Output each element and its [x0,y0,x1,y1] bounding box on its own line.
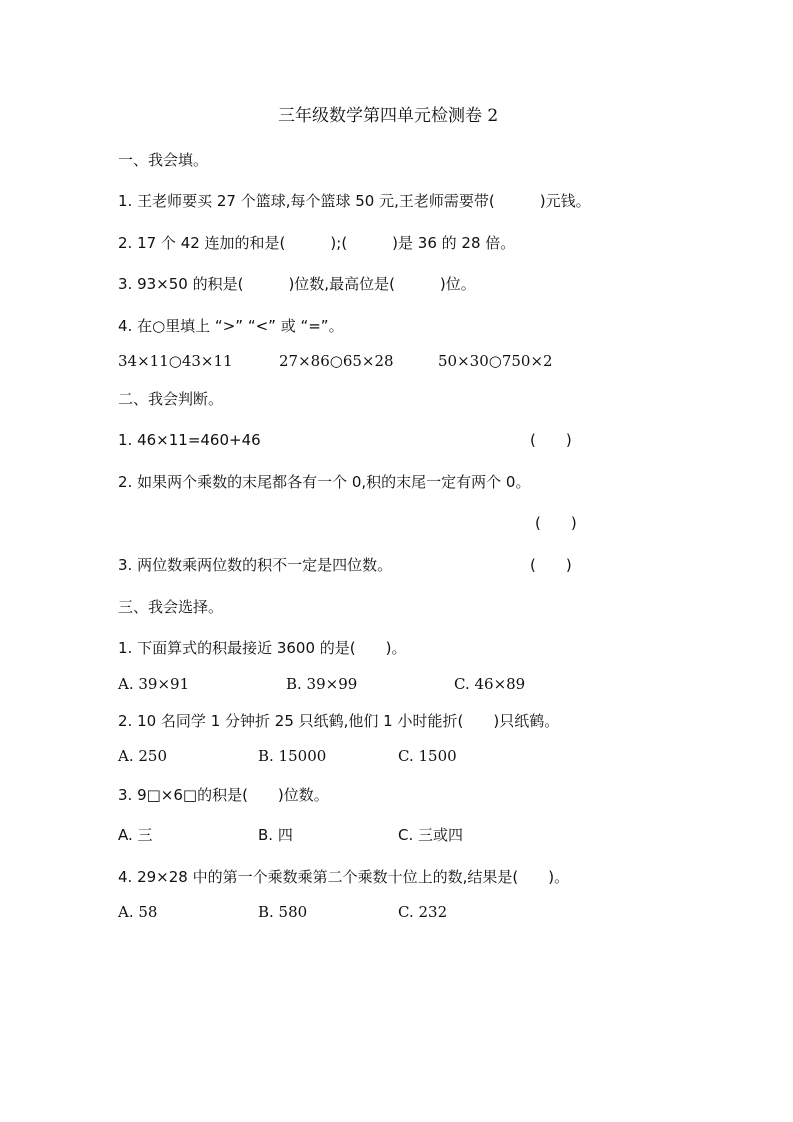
choice-question-1: 1. 下面算式的积最接近 3600 的是( )。 [118,639,407,657]
section-heading-fill: 一、我会填。 [118,151,209,169]
judge-answer-paren-1: ( ) [530,431,572,449]
choice-option: B. 15000 [258,747,327,765]
compare-item-1: 34×11○43×11 [118,352,233,370]
choice-option: A. 三 [118,826,153,844]
choice-option: A. 250 [118,747,167,765]
judge-question-2: 2. 如果两个乘数的末尾都各有一个 0,积的末尾一定有两个 0。 [118,473,531,491]
choice-option: B. 39×99 [286,675,358,693]
choice-question-3: 3. 9□×6□的积是( )位数。 [118,786,329,804]
choice-option: B. 580 [258,903,308,921]
choice-option: A. 58 [118,903,158,921]
judge-question-3: 3. 两位数乘两位数的积不一定是四位数。 [118,556,393,574]
section-heading-judge: 二、我会判断。 [118,390,224,408]
compare-item-3: 50×30○750×2 [438,352,553,370]
fill-question-1: 1. 王老师要买 27 个篮球,每个篮球 50 元,王老师需要带( )元钱。 [118,192,591,210]
judge-answer-paren-2: ( ) [535,514,577,532]
choice-option: A. 39×91 [118,675,190,693]
fill-question-3: 3. 93×50 的积是( )位数,最高位是( )位。 [118,275,476,293]
judge-answer-paren-3: ( ) [530,556,572,574]
choice-option: B. 四 [258,826,293,844]
fill-question-4: 4. 在○里填上 “>” “<” 或 “=”。 [118,317,344,335]
section-heading-choice: 三、我会选择。 [118,598,224,616]
compare-item-2: 27×86○65×28 [279,352,394,370]
choice-option: C. 232 [398,903,448,921]
choice-option: C. 46×89 [454,675,526,693]
choice-question-2: 2. 10 名同学 1 分钟折 25 只纸鹤,他们 1 小时能折( )只纸鹤。 [118,712,560,730]
choice-option: C. 三或四 [398,826,464,844]
fill-question-2: 2. 17 个 42 连加的和是( );( )是 36 的 28 倍。 [118,234,516,252]
choice-option: C. 1500 [398,747,457,765]
choice-question-4: 4. 29×28 中的第一个乘数乘第二个乘数十位上的数,结果是( )。 [118,868,570,886]
page-title: 三年级数学第四单元检测卷 2 [278,106,499,126]
judge-question-1: 1. 46×11=460+46 [118,431,261,449]
